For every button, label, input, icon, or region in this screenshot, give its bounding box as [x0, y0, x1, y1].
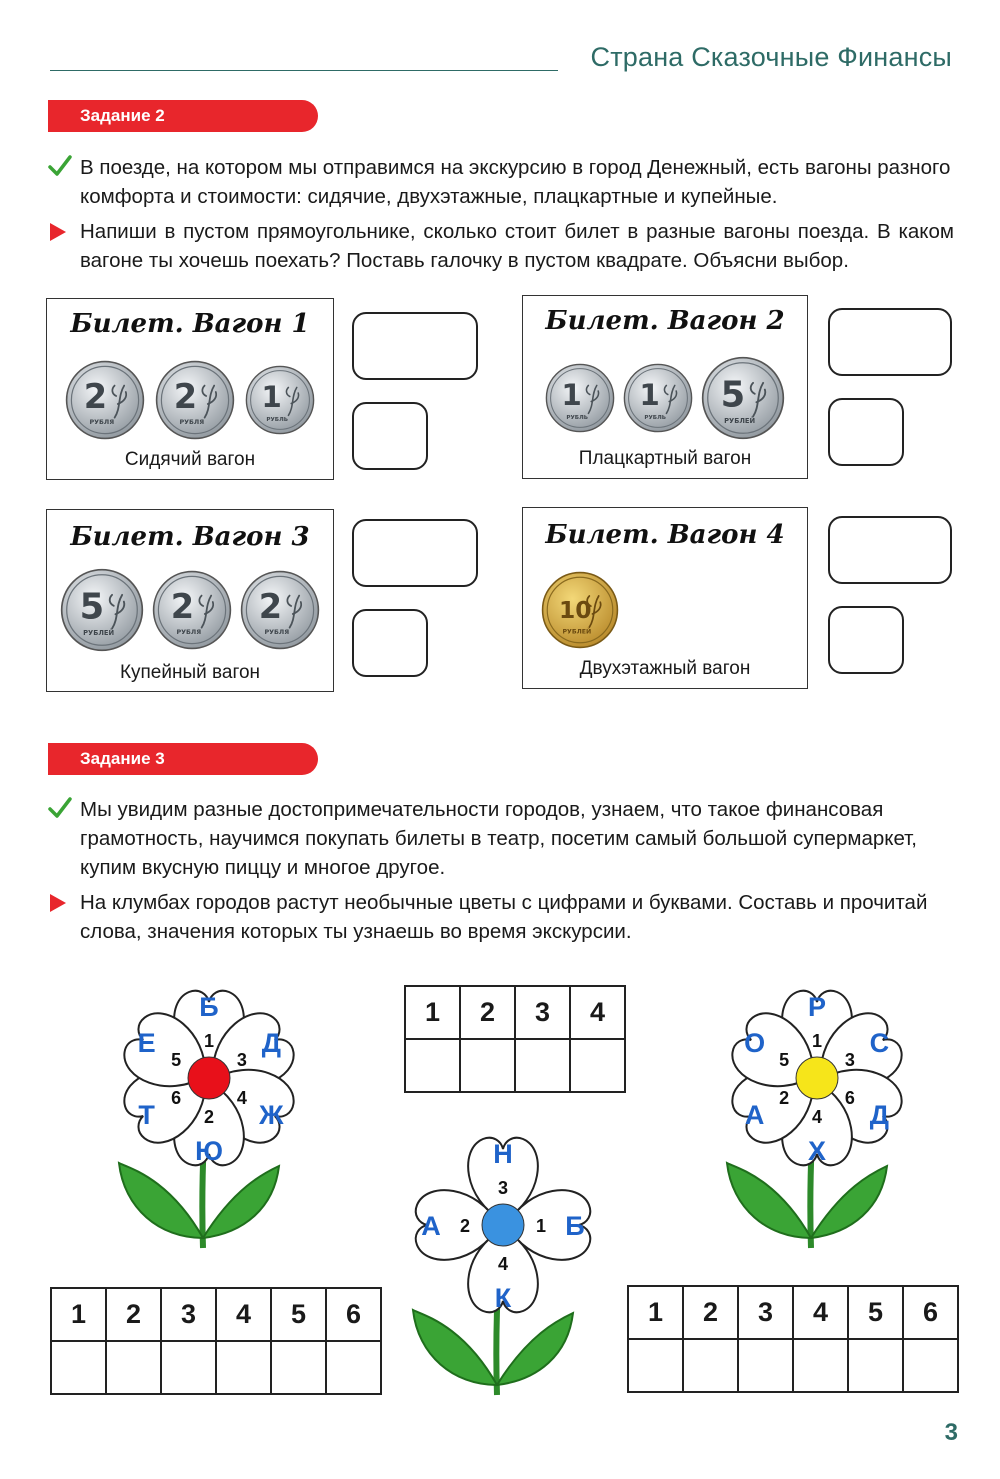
- grid-number-cell: 1: [51, 1288, 106, 1341]
- task2-instruction: Напиши в пустом прямоугольнике, сколько стоит билет в разные вагоны поезда. В каком вагоне ты хочешь поехать? Поставь галочку в пустом квадрате. Объясни выбор.: [80, 220, 954, 272]
- petal-letter: Ж: [259, 1100, 284, 1130]
- grid-answer-cell[interactable]: [738, 1339, 793, 1392]
- grid-answer-cell[interactable]: [903, 1339, 958, 1392]
- ticket-caption: Купейный вагон: [119, 662, 261, 683]
- petal-letter: О: [744, 1028, 766, 1058]
- checkmark-icon: [48, 154, 72, 178]
- grid-answer-cell[interactable]: [793, 1339, 848, 1392]
- leaf-right: [811, 1166, 887, 1238]
- grid-number-cell: 3: [515, 986, 570, 1039]
- petal-letter: Н: [493, 1139, 513, 1169]
- header-rule: [50, 70, 558, 71]
- coin: [245, 359, 315, 441]
- grid-number-cell: 4: [570, 986, 625, 1039]
- price-box-wagon-3[interactable]: [352, 519, 478, 587]
- word-grid-6-left: [50, 1287, 382, 1395]
- svg-text:2: 2: [83, 377, 108, 416]
- choice-checkbox-wagon-1[interactable]: [352, 402, 428, 470]
- coin: [65, 359, 145, 441]
- petal-letter: А: [421, 1211, 441, 1241]
- grid-number-cell: 2: [460, 986, 515, 1039]
- petal-number: 3: [236, 1050, 247, 1070]
- svg-text:РУБЛЕЙ: РУБЛЕЙ: [724, 417, 756, 426]
- ticket-title: Билет. Вагон 2: [545, 306, 785, 336]
- svg-text:2: 2: [173, 377, 198, 416]
- task2-text: [48, 153, 954, 275]
- petal-letter: А: [744, 1100, 765, 1130]
- leaf-right: [497, 1313, 573, 1385]
- flower-center: [188, 1057, 230, 1099]
- coin: [545, 363, 615, 433]
- grid-number-cell: 3: [738, 1286, 793, 1339]
- grid-answer-cell[interactable]: [848, 1339, 903, 1392]
- svg-text:5: 5: [720, 374, 746, 416]
- ticket-title: Билет. Вагон 1: [70, 309, 310, 339]
- coin: [240, 570, 320, 650]
- ticket-caption: Плацкартный вагон: [578, 448, 752, 469]
- grid-answer-cell[interactable]: [628, 1339, 683, 1392]
- flower-yellow: [695, 975, 925, 1255]
- ticket-wagon-3: [46, 509, 334, 692]
- petal-letter: Б: [199, 992, 219, 1022]
- coin-2-icon: [152, 570, 232, 650]
- petal-number: 3: [844, 1050, 855, 1070]
- ticket-title: Билет. Вагон 3: [70, 522, 310, 552]
- petal-letter: С: [869, 1028, 890, 1058]
- leaf-left: [413, 1310, 497, 1385]
- coin: [60, 568, 144, 652]
- arrow-icon: [50, 894, 66, 912]
- leaf-right: [203, 1166, 279, 1238]
- coin: [155, 359, 235, 441]
- coins-row: [47, 359, 333, 441]
- leaf-left: [119, 1163, 203, 1238]
- petal-letter: Д: [261, 1028, 281, 1058]
- choice-checkbox-wagon-3[interactable]: [352, 609, 428, 677]
- petal-letter: Т: [138, 1100, 155, 1130]
- grid-number-cell: 2: [106, 1288, 161, 1341]
- petal-number: 1: [811, 1031, 823, 1051]
- svg-text:РУБЛЕЙ: РУБЛЕЙ: [83, 629, 115, 638]
- ticket-caption: Сидячий вагон: [124, 449, 256, 470]
- petal-number: 1: [203, 1031, 215, 1051]
- coin-1-icon: [545, 363, 615, 433]
- svg-text:РУБЛЯ: РУБЛЯ: [176, 628, 202, 636]
- petal-number: 1: [535, 1216, 547, 1236]
- leaf-left: [727, 1163, 811, 1238]
- arrow-icon: [50, 223, 66, 241]
- coin-1-icon: [623, 363, 693, 433]
- grid-answer-cell[interactable]: [106, 1341, 161, 1394]
- petal-letter: Е: [137, 1028, 156, 1058]
- svg-text:1: 1: [261, 380, 282, 414]
- grid-answer-cell[interactable]: [326, 1341, 381, 1394]
- page-header-title: Страна Сказочные Финансы: [590, 42, 952, 72]
- coins-row: [541, 570, 619, 650]
- svg-text:2: 2: [170, 587, 195, 626]
- ticket-caption: Двухэтажный вагон: [579, 658, 751, 679]
- grid-number-cell: 5: [271, 1288, 326, 1341]
- grid-number-cell: 2: [683, 1286, 738, 1339]
- coin-5-icon: [701, 356, 785, 440]
- flower-red: [80, 975, 310, 1255]
- petal-number: 5: [171, 1050, 182, 1070]
- grid-answer-cell[interactable]: [515, 1039, 570, 1092]
- petal-letter: Б: [565, 1211, 585, 1241]
- coin-2-icon: [65, 360, 145, 440]
- coins-row: [523, 354, 807, 442]
- grid-answer-cell[interactable]: [271, 1341, 326, 1394]
- svg-text:РУБЛЬ: РУБЛЬ: [566, 415, 588, 421]
- ticket-wagon-4: [522, 507, 808, 689]
- svg-text:5: 5: [79, 586, 105, 628]
- svg-text:1: 1: [639, 378, 660, 412]
- svg-text:РУБЛЯ: РУБЛЯ: [179, 418, 205, 426]
- petal-number: 2: [779, 1088, 790, 1108]
- ticket-wagon-2: [522, 295, 808, 479]
- svg-text:10: 10: [559, 595, 592, 624]
- petal-letter: Ю: [195, 1136, 223, 1166]
- grid-number-cell: 1: [628, 1286, 683, 1339]
- task3-intro: Мы увидим разные достопримечательности городов, узнаем, что такое финансовая грамотность, научимся покупать билеты в театр, посетим самый большой супермаркет, купим вкусную пиццу и многое другое.: [80, 798, 917, 879]
- petal-number: 5: [779, 1050, 790, 1070]
- grid-answer-cell[interactable]: [683, 1339, 738, 1392]
- task3-text: [48, 795, 954, 946]
- price-box-wagon-4[interactable]: [828, 516, 952, 584]
- flower-center: [796, 1057, 838, 1099]
- grid-answer-cell[interactable]: [216, 1341, 271, 1394]
- coin: [541, 570, 619, 650]
- grid-number-cell: 6: [903, 1286, 958, 1339]
- coins-row: [47, 566, 333, 654]
- grid-number-cell: 4: [793, 1286, 848, 1339]
- word-grid-4: [404, 985, 626, 1093]
- checkmark-icon: [48, 796, 72, 820]
- svg-text:РУБЛЯ: РУБЛЯ: [264, 628, 290, 636]
- petal-number: 6: [171, 1088, 182, 1108]
- grid-number-cell: 3: [161, 1288, 216, 1341]
- task2-intro: В поезде, на котором мы отправимся на экскурсию в город Денежный, есть вагоны разного комфорта и стоимости: сидячие, двухэтажные, плацкартные и купейные.: [80, 156, 951, 208]
- svg-text:РУБЛЬ: РУБЛЬ: [266, 417, 288, 423]
- page-number: 3: [944, 1419, 958, 1446]
- grid-number-cell: 5: [848, 1286, 903, 1339]
- grid-answer-cell[interactable]: [161, 1341, 216, 1394]
- coin-10-icon: [541, 571, 619, 649]
- coin-2-icon: [155, 360, 235, 440]
- petal-letter: Р: [807, 992, 827, 1022]
- task3-instruction: На клумбах городов растут необычные цветы с цифрами и буквами. Составь и прочитай слова, значения которых ты узнаешь во время экскурсии.: [80, 891, 928, 943]
- coin: [701, 356, 785, 440]
- ticket-wagon-1: [46, 298, 334, 480]
- price-box-wagon-1[interactable]: [352, 312, 478, 380]
- coin: [623, 363, 693, 433]
- task3-label: Задание 3: [48, 743, 318, 775]
- coin: [152, 570, 232, 650]
- petal-number: 4: [811, 1107, 823, 1127]
- petal-number: 2: [203, 1107, 215, 1127]
- svg-text:1: 1: [561, 378, 582, 412]
- svg-text:РУБЛЕЙ: РУБЛЕЙ: [562, 628, 592, 636]
- petal-letter: Д: [869, 1100, 889, 1130]
- svg-text:РУБЛЬ: РУБЛЬ: [644, 415, 666, 421]
- choice-checkbox-wagon-4[interactable]: [828, 606, 904, 674]
- coin-5-icon: [60, 568, 144, 652]
- coin-2-icon: [240, 570, 320, 650]
- svg-text:2: 2: [258, 587, 283, 626]
- petal-number: 3: [497, 1178, 509, 1198]
- grid-answer-cell[interactable]: [570, 1039, 625, 1092]
- petal-number: 4: [497, 1254, 509, 1274]
- grid-number-cell: 6: [326, 1288, 381, 1341]
- grid-answer-cell[interactable]: [460, 1039, 515, 1092]
- petal-number: 2: [459, 1216, 471, 1236]
- svg-text:РУБЛЯ: РУБЛЯ: [89, 418, 115, 426]
- flower-center: [482, 1204, 524, 1246]
- petal-letter: К: [494, 1283, 512, 1313]
- word-grid-6-right: [627, 1285, 959, 1393]
- grid-number-cell: 1: [405, 986, 460, 1039]
- choice-checkbox-wagon-2[interactable]: [828, 398, 904, 466]
- coin-1-icon: [245, 365, 315, 435]
- petal-letter: Х: [807, 1136, 827, 1166]
- price-box-wagon-2[interactable]: [828, 308, 952, 376]
- ticket-title: Билет. Вагон 4: [545, 520, 785, 550]
- grid-answer-cell[interactable]: [405, 1039, 460, 1092]
- petal-number: 4: [236, 1088, 247, 1108]
- grid-answer-cell[interactable]: [51, 1341, 106, 1394]
- grid-number-cell: 4: [216, 1288, 271, 1341]
- flower-blue: [390, 1135, 610, 1415]
- petal-number: 6: [844, 1088, 855, 1108]
- task2-label: Задание 2: [48, 100, 318, 132]
